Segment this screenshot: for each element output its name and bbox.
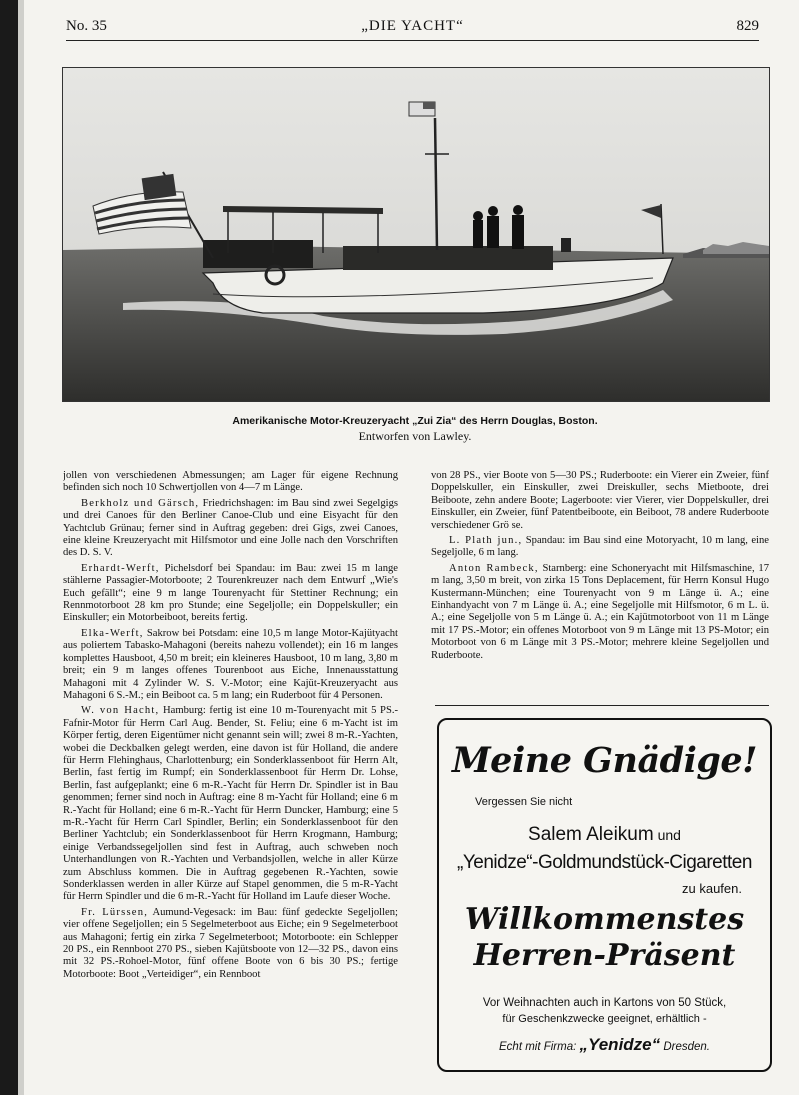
paragraph: Elka-Werft, Sakrow bei Potsdam: eine 10,5 m lange Motor-Kajütyacht aus poliertem Tabasko-Mahagoni (bereits nahezu vollendet); ein 16 m langes komplettes Hausboot, 4,50 m breit; ein kleineres Hausboot, 10 m lang, 3,80 m breit; ein 9 m langes offenes Tourenboot aus Eiche, Innenausstattung Mahagoni mit 4 Zylinder W. S. V.-Motor; eine Kajüt-Kreuzeryacht aus Mahagoni 6 S.-M.; ein Beiboot ca. 5 m lang; ein Ruderboot für 4 Personen.: [63, 627, 398, 701]
ad-subline: Vergessen Sie nicht: [475, 796, 573, 808]
right-text-column: [431, 470, 769, 690]
paragraph: W. von Hacht, Hamburg: fertig ist eine 10 m-Tourenyacht mit 5 PS.-Fafnir-Motor für Herrn Carl Aug. Bender, St. Feliu; eine 6 m-Yacht ist im Körper fertig, deren Eigentümer nicht genannt sein will; zwei 8 m-R.-Yachten, wobei die Deckbalken gelegt werden, eine davon ist für Holland, die andere für Herrn Flehinghaus, Charlottenburg; ein Sonderklassenboot für Herrn Alt, Berlin, fast fertig im Rumpf; ein Sonderklassenboot für Herrn Dr. Lohse, Berlin, fast aufgeplankt; eine 6 m-R.-Yacht für Herrn Dr. Spindler ist in Bau genommen; ferner sind noch in Auftrag: eine 8 m-Yacht für Holland; eine 6 m R.-Yacht für Holland; eine 6 m-R.-Yacht für Herrn Duncker, Hamburg; eine 5 m-R.-Yacht für Herrn Carl Spindler, Berlin; ein Sonderklassenboot für den Berliner Yachtclub; ein Sonderklassenboot für Herrn Krogmann, Hamburg; einige Verbandssegeljollen sind fest in Auftrag, auch schweben noch Unterhandlungen von R.-Yachten und Verbandsjollen, welche in aller Kürze zum Abschluss kommen. Die in Auftrag gegebenen R.-Yachten, sowie Sonderklassen werden in aller Kürze auf Stapel genommen, die 5 m-R-Yacht für Herrn Spindler und die 6 m-R.-Yacht für Holland im Laufe dieser Woche.: [63, 705, 398, 903]
paragraph: Berkholz und Gärsch, Friedrichshagen: im Bau sind zwei Segelgigs und drei Canoes für den Berliner Canoe-Club und eine Eisyacht für den Yachtclub Grünau; ferner sind in Auftrag gegeben: drei Gigs, zwei Canoes, eine kleine Kreuzeryacht mit Hilfsmotor und eine Jolle nach den Vorschriften des D. S. V.: [63, 497, 398, 559]
page-number: 829: [736, 18, 759, 34]
cigarette-advertisement: [437, 718, 772, 1072]
advertisement-rule: [435, 705, 769, 706]
ad-product-line-2: „Yenidze“-Goldmundstück-Cigaretten: [457, 852, 752, 873]
ad-note-line-1: Vor Weihnachten auch in Kartons von 50 Stück,: [482, 997, 727, 1009]
header-rule: [66, 40, 759, 41]
paragraph: von 28 PS., vier Boote von 5—30 PS.; Ruderboote: ein Vierer ein Zweier, fünf Doppelskuller, ein Einskuller, zwei Dreiskuller, sechs Mietboote, drei Beiboote, zehn andere Boote; Lagerboote: vier Vierer, vier Doppelskuller, drei Einskuller, ein Zweier, fünf Patentbeiboote, ein Beiboot, 78 andere Ruderboote verschiedener Grö se.: [431, 470, 769, 531]
shipyard-name: Berkholz und Gärsch,: [81, 497, 200, 509]
journal-title: „DIE YACHT“: [361, 18, 464, 34]
ad-buy-line: zu kaufen.: [682, 881, 742, 896]
issue-number: No. 35: [66, 18, 107, 34]
paragraph: jollen von verschiedenen Abmessungen; am Lager für eigene Rechnung befinden sich noch 10 Schwertjollen von 4—7 m Länge.: [63, 470, 398, 494]
paragraph: L. Plath jun., Spandau: im Bau sind eine Motoryacht, 10 m lang, eine Segeljolle, 6 m lang.: [431, 535, 769, 559]
paragraph: Fr. Lürssen, Aumund-Vegesack: im Bau: fünf gedeckte Segeljollen; vier offene Segeljollen; ein 5 Segelmeterboot aus Eiche; ein 9 Segelmeterboot aus Mahagoni; fertig ein zirka 7 Segelmeterboot; Motorboote: ein Schlepper 20 PS., ein Rennboot 270 PS., sieben Kajütsboote von 12—32 PS., davon eins mit 32 PS.-Rohoel-Motor, fünf offene Boote von 6 bis 30 PS.; fertige Motorboote: Boot „Verteidiger“, ein Rennboot: [63, 906, 398, 980]
ad-firm-line: Echt mit Firma: „Yenidze“ Dresden.: [499, 1035, 710, 1054]
paragraph: Erhardt-Werft, Pichelsdorf bei Spandau: im Bau: zwei 15 m lange stählerne Passagier-Motorboote; 2 Tourenkreuzer nach dem Entwurf „Wie's Euch gefällt“; eine 9 m lange Tourenyacht für Stettiner Rechnung; ein Rennmotorboot 28 km pro Stunde; eine Segeljolle; ein Doppelskuller; ein Einskuller; ein Motorbeiboot, bereits fertig.: [63, 562, 398, 624]
photo-caption: [62, 414, 768, 444]
caption-line-1: Amerikanische Motor-Kreuzeryacht „Zui Zia“ des Herrn Douglas, Boston.: [232, 415, 598, 427]
ad-slogan-line-1: Willkommenstes: [464, 902, 745, 937]
caption-line-2: Entworfen von Lawley.: [358, 429, 472, 443]
shipyard-name: Anton Rambeck,: [449, 562, 539, 574]
ad-note-line-2: für Geschenkzwecke geeignet, erhältlich -: [502, 1013, 707, 1025]
shipyard-name: Fr. Lürssen,: [81, 906, 149, 918]
shipyard-name: Erhardt-Werft,: [81, 562, 160, 574]
shipyard-name: L. Plath jun.,: [449, 535, 523, 547]
ad-slogan-line-2: Herren-Präsent: [473, 938, 736, 973]
page-binding-edge: [0, 0, 18, 1095]
shipyard-name: Elka-Werft,: [81, 627, 144, 639]
yacht-photograph: [62, 67, 770, 402]
shipyard-name: W. von Hacht,: [81, 705, 160, 717]
page-binding-shadow: [18, 0, 24, 1095]
ad-headline: Meine Gnädige!: [451, 740, 758, 781]
paragraph: Anton Rambeck, Starnberg: eine Schoneryacht mit Hilfsmaschine, 17 m lang, 3,50 m breit, von zirka 15 Tons Deplacement, für Herrn Konsul Hugo Kustermann-München; eine Tourenyacht von 9 m Länge ü. A.; eine Einhandyacht von 7 m Länge ü. A.; eine Segeljolle mit Hilfsmotor, 6 m L. ü. A.; eine Segeljolle von 5 m Länge ü. A.; ein Kajütmotorboot von 11 m Länge mit 17 PS.-Motor; ein offenes Motorboot von 9 m Länge mit 13 PS-Motor; ein Motorboot von 6 m Länge mit 3 PS.-Motor; mehrere kleine Segeljollen und Ruderboote.: [431, 562, 769, 661]
page-header: [66, 18, 759, 40]
left-text-column: [63, 470, 398, 1090]
ad-brand: „Yenidze“: [579, 1035, 661, 1054]
ad-product-line-1: Salem Aleikum und: [528, 824, 681, 845]
